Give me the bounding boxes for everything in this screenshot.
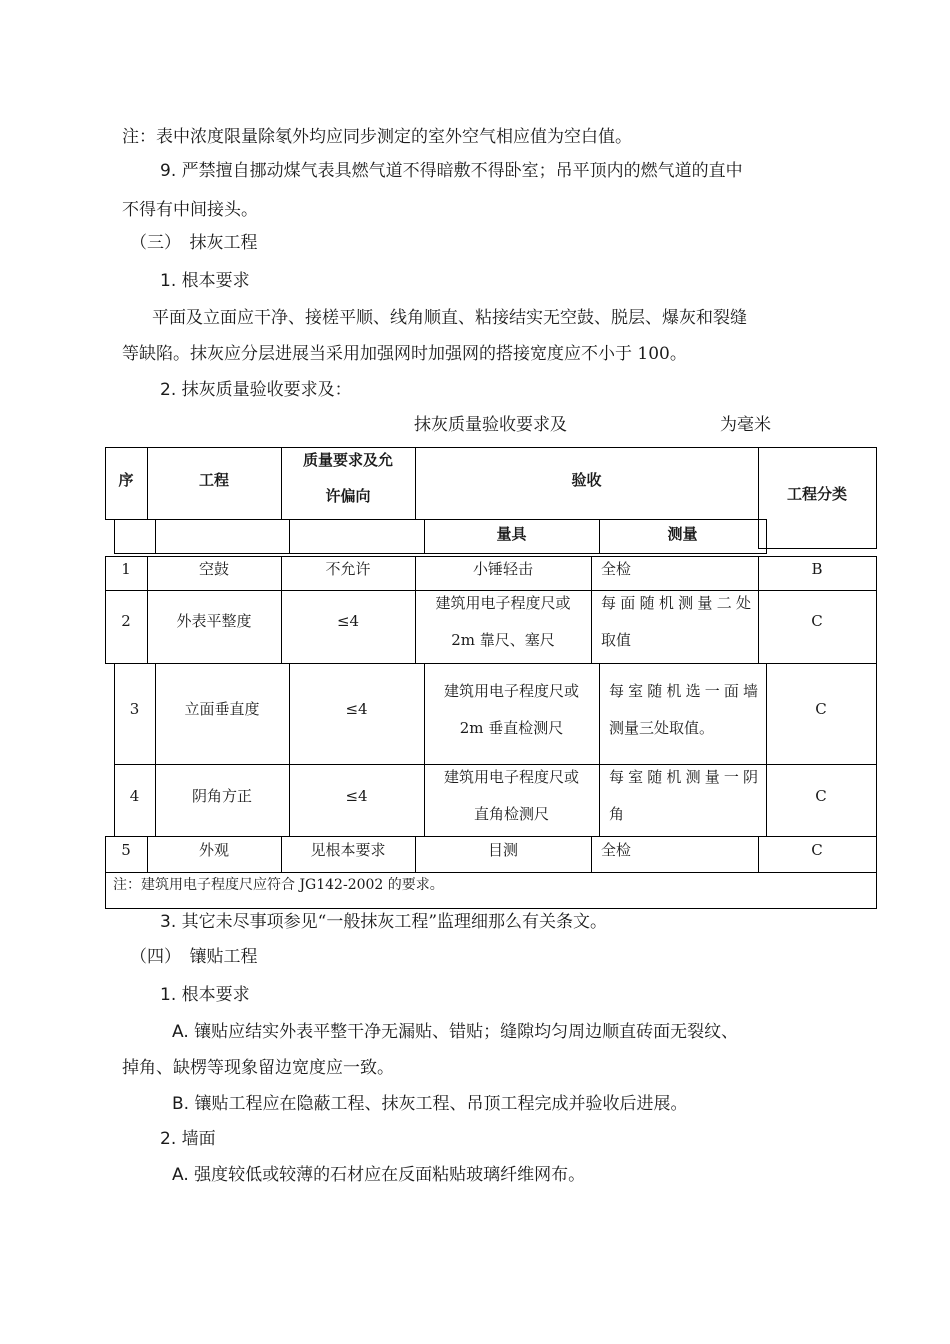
item-3-text: 其它未尽事项参见“一般抹灰工程”监理细那么有关条文。 — [181, 912, 608, 932]
row-5-category: C — [811, 841, 823, 859]
row-1-no: 1 — [121, 560, 131, 578]
section-4-a-line-2: 掉角、缺楞等现象留边宽度应一致。 — [122, 1058, 394, 1078]
table-footnote: 注：建筑用电子程度尺应符合 JG142-2002 的要求。 — [113, 877, 444, 893]
row-1-category: B — [811, 560, 823, 578]
row-2-category: C — [811, 612, 823, 630]
item-3-number: 3. — [160, 912, 177, 932]
row-1-tool: 小锤轻击 — [472, 560, 533, 578]
item-9-line-1 — [160, 160, 743, 182]
section-4-wall-label: 墙面 — [181, 1129, 216, 1149]
row-3-measure-2: 测量三处取值。 — [609, 719, 715, 737]
section-3-para-line-1: 平面及立面应干净、接槎平顺、线角顺直、粘接结实无空鼓、脱层、爆灰和裂缝 — [152, 308, 747, 328]
row-3-tool-2: 2m 垂直检测尺 — [459, 719, 564, 737]
header-quality-1: 质量要求及允 — [302, 451, 393, 469]
section-4-a-line-1 — [172, 1021, 738, 1043]
row-3-req: ≤4 — [345, 700, 368, 718]
section-4-a-text-1: 镶贴应结实外表平整干净无漏贴、错贴；缝隙均匀周边顺直砖面无裂纹、 — [194, 1022, 739, 1042]
row-2-req: ≤4 — [336, 612, 360, 630]
row-3-measure-1: 每室随机选一面墙 — [609, 682, 758, 700]
row-1-item: 空鼓 — [198, 560, 229, 578]
row-4-req: ≤4 — [345, 787, 368, 805]
section-3-acceptance-heading — [160, 379, 352, 401]
section-4-a-label: A. — [172, 1022, 189, 1042]
section-3-req-number: 1. — [160, 271, 177, 291]
section-4-req-label: 根本要求 — [181, 985, 250, 1005]
row-1-req: 不允许 — [325, 560, 371, 578]
section-4-wall-a-text: 强度较低或较薄的石材应在反面粘贴玻璃纤维网布。 — [194, 1165, 586, 1185]
row-5-tool: 目测 — [487, 841, 518, 859]
header-no: 序 — [118, 471, 134, 489]
section-4-b-line — [172, 1093, 687, 1115]
row-4-item: 阴角方正 — [191, 787, 252, 805]
header-tool: 量具 — [496, 525, 527, 543]
row-2-item: 外表平整度 — [176, 612, 252, 630]
section-3-title: （三） 抹灰工程 — [130, 233, 258, 253]
row-3-no: 3 — [129, 700, 140, 718]
section-4-req-heading — [160, 984, 250, 1006]
section-3-acc-number: 2. — [160, 380, 177, 400]
row-2-no: 2 — [121, 612, 131, 630]
header-category: 工程分类 — [786, 485, 847, 503]
row-3-tool-1: 建筑用电子程度尺或 — [443, 682, 579, 700]
item-9-line-2: 不得有中间接头。 — [122, 200, 258, 220]
row-4-measure-2: 角 — [609, 805, 625, 823]
row-4-tool-2: 直角检测尺 — [473, 805, 549, 823]
item-9-number: 9. — [160, 161, 177, 181]
row-5-no: 5 — [121, 841, 131, 859]
section-4-wall-number: 2. — [160, 1129, 177, 1149]
item-3-line — [160, 911, 607, 933]
table-caption: 抹灰质量验收要求及 — [414, 415, 567, 435]
row-3-item: 立面垂直度 — [184, 700, 260, 718]
section-4-b-label: B. — [172, 1094, 190, 1114]
row-5-req: 见根本要求 — [310, 841, 386, 859]
header-item: 工程 — [198, 471, 229, 489]
header-inspection: 验收 — [571, 471, 602, 489]
row-4-no: 4 — [129, 787, 140, 805]
section-3-para-line-2: 等缺陷。抹灰应分层进展当采用加强网时加强网的搭接宽度应不小于 100。 — [122, 344, 687, 364]
header-measure: 测量 — [667, 525, 698, 543]
section-4-wall-heading — [160, 1128, 216, 1150]
row-1-measure: 全检 — [601, 560, 632, 578]
row-4-measure-1: 每室随机测量一阴 — [609, 768, 758, 786]
section-4-req-number: 1. — [160, 985, 177, 1005]
row-4-tool-1: 建筑用电子程度尺或 — [443, 768, 579, 786]
section-4-wall-a-label: A. — [172, 1165, 189, 1185]
row-2-measure-1: 每面随机测量二处 — [601, 594, 751, 612]
section-4-title: （四） 镶贴工程 — [130, 947, 258, 967]
section-3-req-heading — [160, 270, 250, 292]
note-line: 注：表中浓度限量除氡外均应同步测定的室外空气相应值为空白值。 — [122, 127, 632, 147]
section-4-b-text: 镶贴工程应在隐蔽工程、抹灰工程、吊顶工程完成并验收后进展。 — [194, 1094, 688, 1114]
row-5-item: 外观 — [198, 841, 229, 859]
row-2-tool-2: 2m 靠尺、塞尺 — [451, 631, 555, 649]
table-unit: 为毫米 — [720, 415, 771, 435]
header-quality-2: 许偏向 — [325, 487, 371, 505]
row-2-tool-1: 建筑用电子程度尺或 — [435, 594, 571, 612]
item-9-text: 严禁擅自挪动煤气表具燃气道不得暗敷不得卧室；吊平顶内的燃气道的直中 — [181, 161, 743, 181]
row-2-measure-2: 取值 — [601, 631, 632, 649]
row-4-category: C — [815, 787, 827, 805]
section-4-wall-a-line — [172, 1164, 585, 1186]
row-3-category: C — [815, 700, 827, 718]
row-5-measure: 全检 — [601, 841, 632, 859]
section-3-acc-label: 抹灰质量验收要求及： — [181, 380, 352, 400]
section-3-req-label: 根本要求 — [181, 271, 250, 291]
